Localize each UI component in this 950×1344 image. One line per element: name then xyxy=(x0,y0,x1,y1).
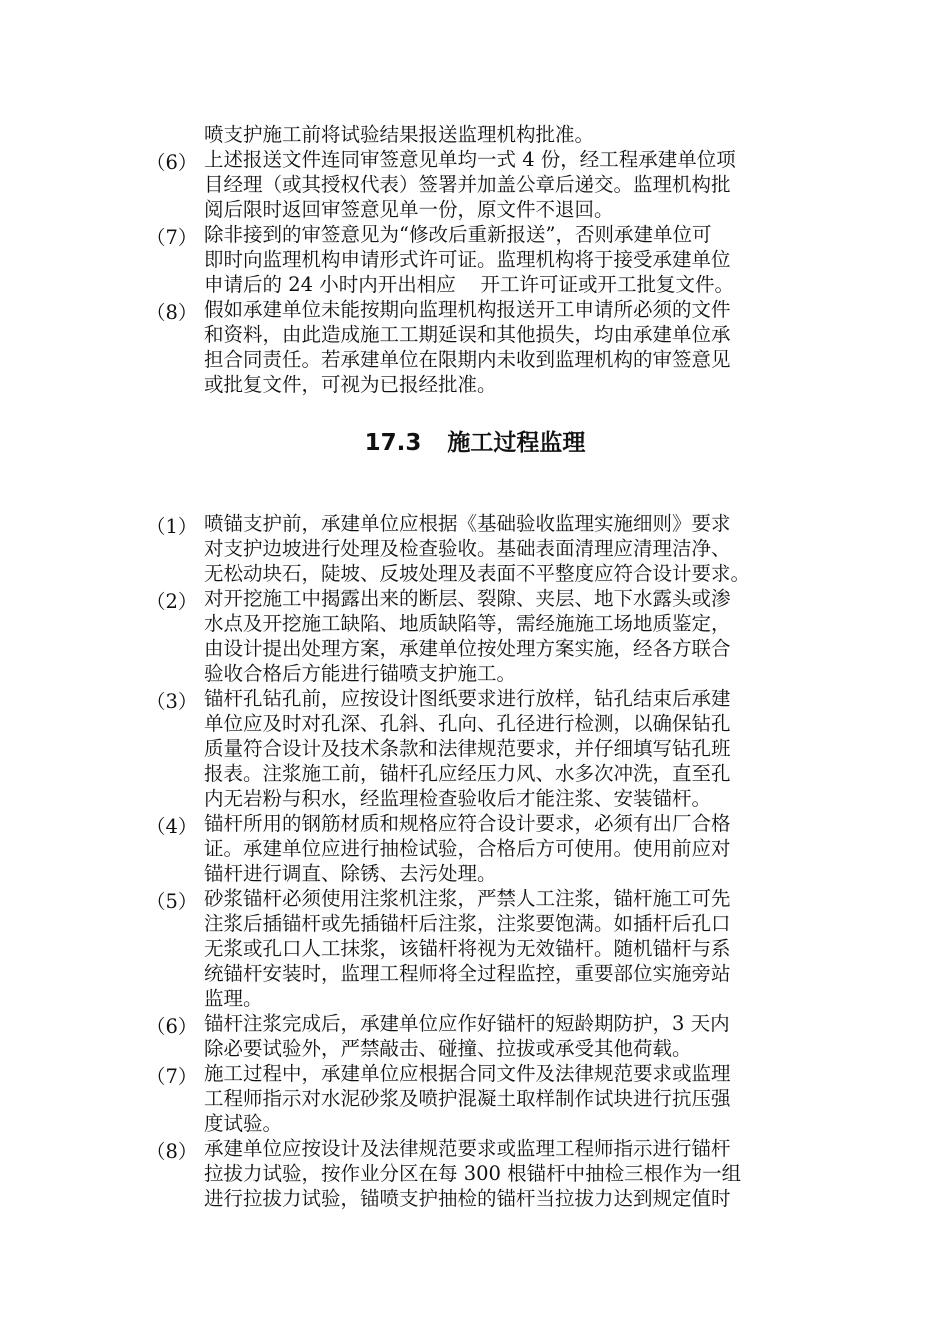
paragraph-line: 喷锚支护前，承建单位应根据《基础验收监理实施细则》要求 xyxy=(204,512,731,535)
paragraph-line: 单位应及时对孔深、孔斜、孔向、孔径进行检测，以确保钻孔 xyxy=(204,712,731,735)
paragraph-line: 证。承建单位应进行抽检试验，合格后方可使用。使用前应对 xyxy=(204,837,731,860)
list-item-number: （1） xyxy=(146,515,198,538)
paragraph-line: 无浆或孔口人工抹浆，该锚杆将视为无效锚杆。随机锚杆与系 xyxy=(204,937,731,960)
paragraph-line: 统锚杆安装时，监理工程师将全过程监控，重要部位实施旁站 xyxy=(204,962,731,985)
section-heading xyxy=(0,428,950,458)
section-number: 17.3 xyxy=(364,430,422,456)
paragraph-line: 锚杆所用的钢筋材质和规格应符合设计要求，必须有出厂合格 xyxy=(204,812,731,835)
paragraph-line: 注浆后插锚杆或先插锚杆后注浆，注浆要饱满。如插杆后孔口 xyxy=(204,912,731,935)
paragraph-line: 由设计提出处理方案，承建单位按处理方案实施，经各方联合 xyxy=(204,637,731,660)
list-item-number: （3） xyxy=(146,690,198,713)
paragraph-line: 承建单位应按设计及法律规范要求或监理工程师指示进行锚杆 xyxy=(204,1137,731,1160)
paragraph-line: 除必要试验外，严禁敲击、碰撞、拉拔或承受其他荷载。 xyxy=(204,1037,692,1060)
paragraph-line: 监理。 xyxy=(204,987,263,1010)
list-item-number: （2） xyxy=(146,590,198,613)
list-item-number: （5） xyxy=(146,890,198,913)
paragraph-line: 对开挖施工中揭露出来的断层、裂隙、夹层、地下水露头或渗 xyxy=(204,587,731,610)
paragraph-line: 除非接到的审签意见为“修改后重新报送”，否则承建单位可 xyxy=(204,223,712,246)
paragraph-line: 或批复文件，可视为已报经批准。 xyxy=(204,373,497,396)
paragraph-line: 进行拉拔力试验，锚喷支护抽检的锚杆当拉拔力达到规定值时 xyxy=(204,1187,731,1210)
paragraph-line: 水点及开挖施工缺陷、地质缺陷等，需经施施工场地质鉴定， xyxy=(204,612,731,635)
paragraph-line: 锚杆进行调直、除锈、去污处理。 xyxy=(204,862,497,885)
list-item-number: （8） xyxy=(146,301,198,324)
list-item-number: （7） xyxy=(146,226,198,249)
paragraph-line: 质量符合设计及技术条款和法律规范要求，并仔细填写钻孔班 xyxy=(204,737,731,760)
paragraph-line: 和资料，由此造成施工工期延误和其他损失，均由承建单位承 xyxy=(204,323,731,346)
paragraph-line: 目经理（或其授权代表）签署并加盖公章后递交。监理机构批 xyxy=(204,173,731,196)
paragraph-line: 度试验。 xyxy=(204,1112,283,1135)
paragraph-line: 锚杆注浆完成后，承建单位应作好锚杆的短龄期防护，3 天内 xyxy=(204,1012,730,1035)
list-item-number: （6） xyxy=(146,151,198,174)
paragraph-line: 喷支护施工前将试验结果报送监理机构批准。 xyxy=(204,123,595,146)
section-title: 施工过程监理 xyxy=(447,430,586,456)
list-item-number: （7） xyxy=(146,1065,198,1088)
paragraph-line: 内无岩粉与积水，经监理检查验收后才能注浆、安装锚杆。 xyxy=(204,787,712,810)
paragraph-line: 无松动块石，陡坡、反坡处理及表面不平整度应符合设计要求。 xyxy=(204,562,751,585)
paragraph-line: 阅后限时返回审签意见单一份，原文件不退回。 xyxy=(204,198,614,221)
paragraph-line: 施工过程中，承建单位应根据合同文件及法律规范要求或监理 xyxy=(204,1062,731,1085)
paragraph-line: 即时向监理机构申请形式许可证。监理机构将于接受承建单位 xyxy=(204,248,731,271)
list-item-number: （6） xyxy=(146,1015,198,1038)
paragraph-line: 申请后的 24 小时内开出相应 开工许可证或开工批复文件。 xyxy=(204,273,735,296)
paragraph-line: 假如承建单位未能按期向监理机构报送开工申请所必须的文件 xyxy=(204,298,731,321)
list-item-number: （4） xyxy=(146,815,198,838)
list-item-number: （8） xyxy=(146,1140,198,1163)
paragraph-line: 验收合格后方能进行锚喷支护施工。 xyxy=(204,662,517,685)
paragraph-line: 工程师指示对水泥砂浆及喷护混凝土取样制作试块进行抗压强 xyxy=(204,1087,731,1110)
paragraph-line: 拉拔力试验，按作业分区在每 300 根锚杆中抽检三根作为一组 xyxy=(204,1162,742,1185)
paragraph-line: 砂浆锚杆必须使用注浆机注浆，严禁人工注浆，锚杆施工可先 xyxy=(204,887,731,910)
paragraph-line: 锚杆孔钻孔前，应按设计图纸要求进行放样，钻孔结束后承建 xyxy=(204,687,731,710)
paragraph-line: 对支护边坡进行处理及检查验收。基础表面清理应清理洁净、 xyxy=(204,537,731,560)
paragraph-line: 报表。注浆施工前，锚杆孔应经压力风、水多次冲洗，直至孔 xyxy=(204,762,731,785)
paragraph-line: 上述报送文件连同审签意见单均一式 4 份，经工程承建单位项 xyxy=(204,148,736,171)
paragraph-line: 担合同责任。若承建单位在限期内未收到监理机构的审签意见 xyxy=(204,348,731,371)
